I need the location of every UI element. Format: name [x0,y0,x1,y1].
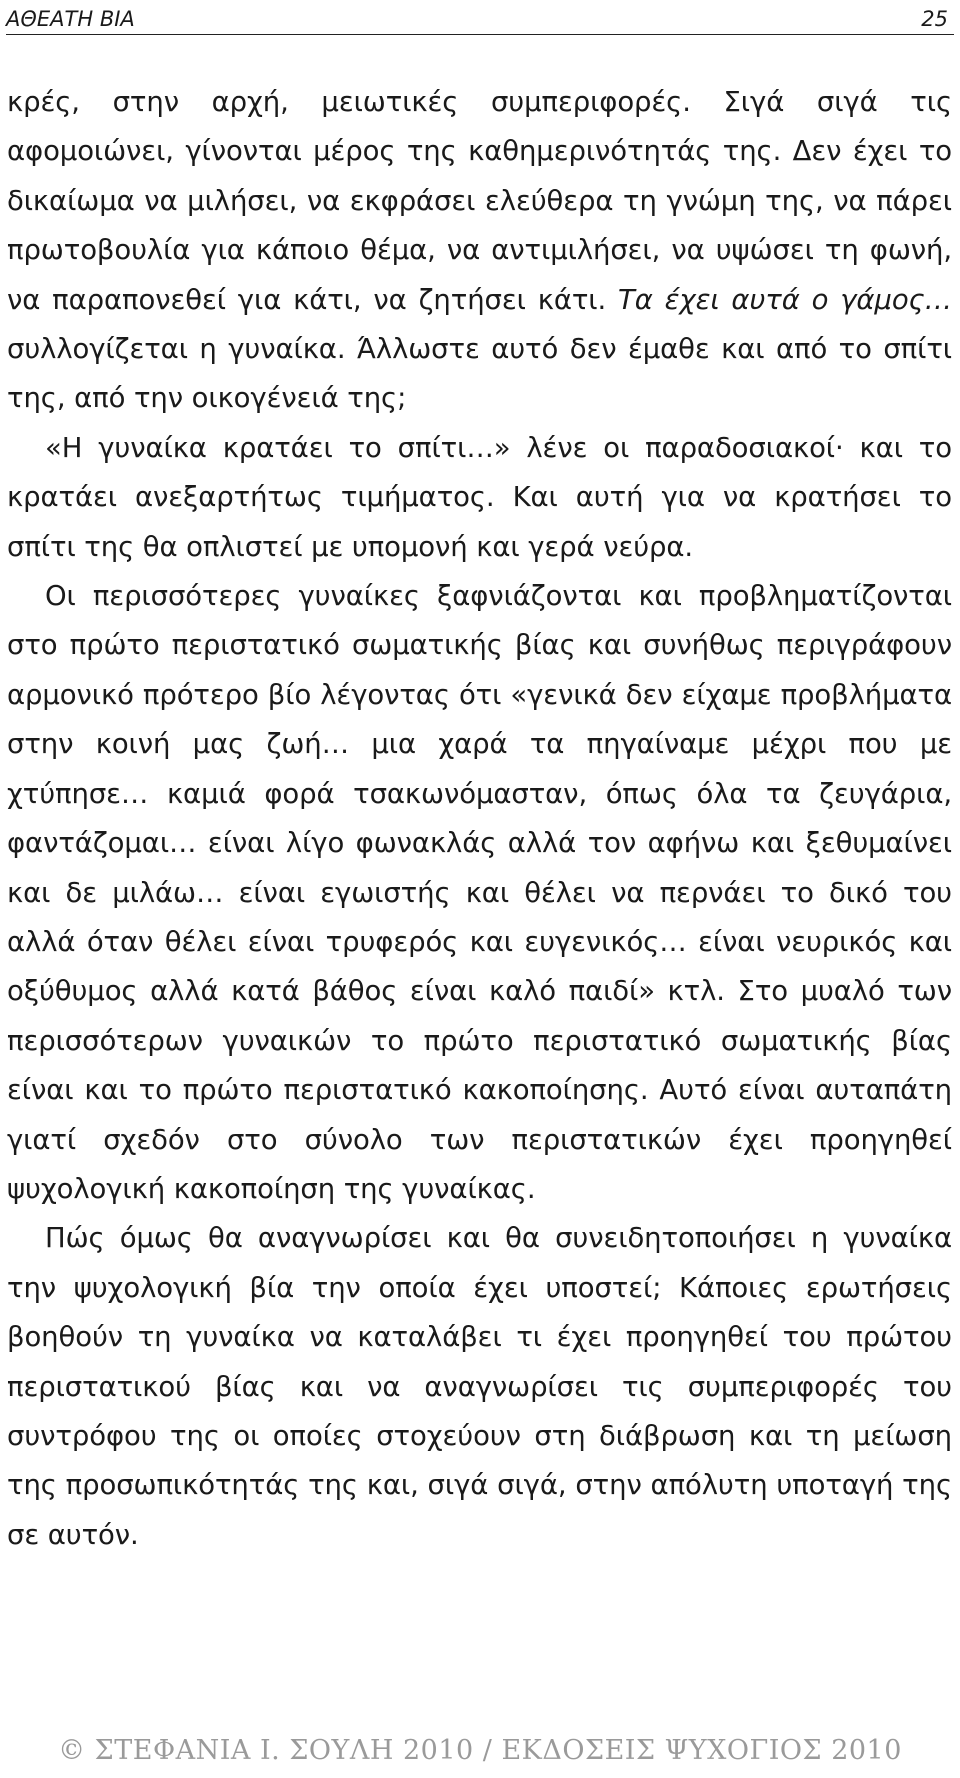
paragraph-text: «Η γυναίκα κρατάει το σπίτι…» λένε οι παραδοσιακοί· και το κρατάει ανεξαρτήτως τιμήματος. Και αυτή για να κρατήσει το σπίτι της θα οπλιστεί με υπομονή και γερά νεύρα. [7,431,952,563]
paragraph-text: Οι περισσότερες γυναίκες ξαφνιάζονται και προβληματίζονται στο πρώτο περιστατικό σωματικής βίας και συνήθως περιγράφουν αρμονικό πρότερο βίο λέγοντας ότι «γενικά δεν είχαμε προβλήματα στην κοινή μας ζωή… μια χαρά τα πηγαίναμε μέχρι που με χτύπησε… καμιά φορά τσακωνόμασταν, όπως όλα τα ζευγάρια, φαντάζομαι… είναι λίγο φωνακλάς αλλά τον αφήνω και ξεθυμαίνει και δε μιλάω… είναι εγωιστής και θέλει να περνάει το δικό του αλλά όταν θέλει είναι τρυφερός και ευγενικός… είναι νευρικός και οξύθυμος αλλά κατά βάθος είναι καλό παιδί» κτλ. Στο μυαλό των περισσότερων γυναικών το πρώτο περιστατικό σωματικής βίας είναι και το πρώτο περιστατικό κακοποίησης. Αυτό είναι αυταπάτη γιατί σχεδόν στο σύνολο των περιστατικών έχει προηγηθεί ψυχολογική κακοποίηση της γυναίκας. [7,580,952,1205]
paragraph-text: συλλογίζεται η γυναίκα. Άλλωστε αυτό δεν έμαθε και από το σπίτι της, από την οικογένειά της; [7,333,952,415]
italic-phrase: Τα έχει αυτά ο γάμος… [618,283,952,316]
paragraph [7,424,952,572]
page-header [6,4,954,35]
paragraph-text: Πώς όμως θα αναγνωρίσει και θα συνειδητοποιήσει η γυναίκα την ψυχολογική βία την οποία έχει υποστεί; Κάποιες ερωτήσεις βοηθούν τη γυναίκα να καταλάβει τι έχει προηγηθεί του πρώτου περιστατικού βίας και να αναγνωρίσει τις συμπεριφορές του συντρόφου της οι οποίες στοχεύουν στη διάβρωση και τη μείωση της προσωπικότητάς της και, σιγά σιγά, στην απόλυτη υποταγή της σε αυτόν. [7,1222,952,1551]
paragraph [7,1214,952,1560]
running-title: ΑΘΕΑΤΗ ΒΙΑ [6,7,135,31]
page-number: 25 [921,7,948,31]
copyright-footer: © ΣΤΕΦΑΝΙΑ Ι. ΣΟΥΛΗ 2010 / ΕΚΔΟΣΕΙΣ ΨΥΧΟΓΙΟΣ 2010 [58,1735,902,1766]
body-text [7,78,952,1560]
paragraph [7,572,952,1214]
paragraph-text: κρές, στην αρχή, μειωτικές συμπεριφορές. Σιγά σιγά τις αφομοιώνει, γίνονται μέρος της καθημερινότητάς της. Δεν έχει το δικαίωμα να μιλήσει, να εκφράσει ελεύθερα τη γνώμη της, να πάρει πρωτοβουλία για κάποιο θέμα, να αντιμιλήσει, να υψώσει τη φωνή, να παραπονεθεί για κάτι, να ζητήσει κάτι. [7,86,952,316]
paragraph [7,78,952,424]
